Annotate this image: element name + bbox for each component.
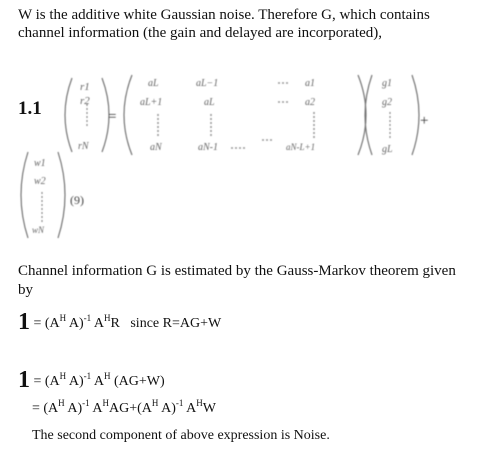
a-row1-col2: aL−1: [196, 78, 219, 89]
a-row3-col2: aN-1: [198, 142, 218, 153]
r1-label: r1: [80, 81, 90, 93]
w1-label: w1: [34, 158, 46, 169]
a-row2-col3: a2: [305, 97, 315, 108]
w2-label: w2: [34, 176, 46, 187]
g1-label: g1: [382, 78, 392, 89]
a-row3-col1: aN: [150, 142, 162, 153]
conclusion-paragraph: The second component of above expression is Noise.: [32, 428, 330, 443]
plus-sign: +: [420, 113, 429, 129]
since-clause: since R=AG+W: [130, 316, 222, 331]
rN-label: rN: [78, 141, 89, 152]
formula-expansion-line2: = ($A^H$ A)$^{-1}$ $A^HAG+(A^H$ A)$^{-1}$ $A^HW$: [32, 398, 216, 416]
formula-expansion-line1: $1 = (A^H$ A)$^{-1}$ $A^H$ (AG+W): [18, 367, 165, 393]
equation-label: 1.1: [18, 98, 42, 119]
w-vector-left-paren: [21, 152, 28, 238]
g-vector-right-paren: [412, 75, 419, 155]
r2-label: r2: [80, 95, 90, 107]
equation-number: (9): [70, 193, 84, 207]
a-row2-col2: aL: [204, 97, 215, 108]
a-row2-col1: aL+1: [140, 97, 163, 108]
intro-paragraph: W is the additive white Gaussian noise. Therefore G, which contains channel information (the gain and delayed are incorporated),: [18, 7, 430, 41]
r-vector-left-paren: [65, 78, 72, 152]
a-row1-col1: aL: [148, 78, 159, 89]
a-row3-col3: aN-L+1: [286, 142, 316, 152]
formula-estimate: $1 = (A^H$ A)$^{-1}$ $A^HR$ since R=AG+W: [18, 309, 222, 335]
gL-label: gL: [382, 144, 393, 155]
w-vector-right-paren: [58, 152, 65, 238]
wN-label: wN: [32, 225, 45, 235]
a-matrix-left-paren: [124, 75, 132, 155]
equals-sign: =: [108, 109, 117, 125]
g2-label: g2: [382, 97, 392, 108]
a-row1-col3: a1: [305, 78, 315, 89]
estimation-paragraph: Channel information G is estimated by the Gauss-Markov theorem given by: [18, 263, 456, 298]
